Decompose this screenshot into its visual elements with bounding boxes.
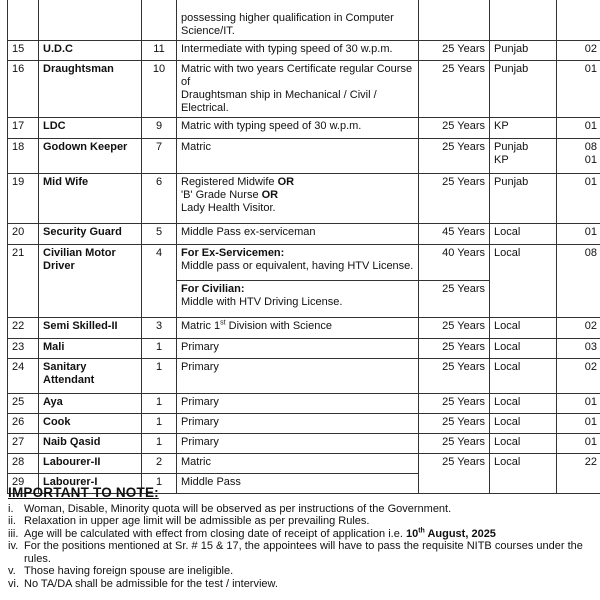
table-row <box>8 245 600 281</box>
serial-number: 15 <box>8 41 39 61</box>
domicile: Punjab KP <box>490 139 557 174</box>
post-name: Naib Qasid <box>39 434 142 454</box>
age-limit: 25 Years <box>419 318 490 339</box>
qualification-cell: Matric <box>177 454 419 474</box>
qualification-cell: Middle Pass <box>177 474 419 494</box>
bps-grade: 2 <box>142 454 177 474</box>
post-count: 01 <box>557 61 600 118</box>
serial-number: 29 <box>8 474 39 494</box>
post-name: Civilian Motor Driver <box>39 245 142 318</box>
post-name: Semi Skilled-II <box>39 318 142 339</box>
qualification-cell: Primary <box>177 394 419 414</box>
table-row <box>8 118 600 139</box>
domicile: Punjab <box>490 174 557 224</box>
note-item: ii. Relaxation in upper age limit will be admissible as per prevailing Rules. <box>8 515 370 527</box>
table-row <box>8 454 600 474</box>
bps-grade: 1 <box>142 414 177 434</box>
age-limit: 25 Years <box>419 339 490 359</box>
post-count: 01 <box>557 414 600 434</box>
table-row <box>8 41 600 61</box>
post-count: 08 <box>557 245 600 318</box>
qualification-cell: Primary <box>177 359 419 394</box>
post-name: Labourer-I <box>39 474 142 494</box>
serial-number: 22 <box>8 318 39 339</box>
bps-grade: 4 <box>142 245 177 318</box>
age-limit: 25 Years <box>419 281 490 318</box>
age-limit: 25 Years <box>419 434 490 454</box>
domicile: Local <box>490 359 557 394</box>
qualification-cell: Matric <box>177 139 419 174</box>
table-row <box>8 339 600 359</box>
qualification-cell: For Civilian: Middle with HTV Driving License. <box>177 281 419 318</box>
bps-grade: 1 <box>142 359 177 394</box>
domicile: Local <box>490 454 557 494</box>
qualification-cell: For Ex-Servicemen: Middle pass or equivalent, having HTV License. <box>177 245 419 281</box>
age-limit: 25 Years <box>419 118 490 139</box>
domicile: Punjab <box>490 41 557 61</box>
post-name: Mid Wife <box>39 174 142 224</box>
qualification-cell: Matric with typing speed of 30 w.p.m. <box>177 118 419 139</box>
bps-grade: 10 <box>142 61 177 118</box>
serial-number: 25 <box>8 394 39 414</box>
table-row <box>8 61 600 118</box>
bps-grade: 9 <box>142 118 177 139</box>
table-row <box>8 434 600 454</box>
age-limit: 45 Years <box>419 224 490 245</box>
bps-grade: 6 <box>142 174 177 224</box>
qualification-cell: Matric with two years Certificate regular Course of Draughtsman ship in Mechanical / Civil / Electrical. <box>177 61 419 118</box>
post-count: 01 <box>557 224 600 245</box>
table-row <box>8 139 600 174</box>
post-count: 01 <box>557 174 600 224</box>
serial-number: 16 <box>8 61 39 118</box>
note-item: iii. Age will be calculated with effect from closing date of receipt of application i.e. 10th August, 2025 <box>8 526 496 540</box>
bps-grade: 1 <box>142 434 177 454</box>
serial-number: 21 <box>8 245 39 318</box>
serial-number: 23 <box>8 339 39 359</box>
post-count: 22 <box>557 454 600 494</box>
qualification-cell: Middle Pass ex-serviceman <box>177 224 419 245</box>
age-limit: 25 Years <box>419 454 490 494</box>
table-row <box>8 318 600 339</box>
post-count: 01 <box>557 394 600 414</box>
qualification-cell: possessing higher qualification in Computer Science/IT. <box>177 0 419 41</box>
post-count: 08 01 <box>557 139 600 174</box>
vacancy-table <box>7 0 600 494</box>
domicile: Local <box>490 224 557 245</box>
bps-grade: 1 <box>142 339 177 359</box>
age-limit: 25 Years <box>419 41 490 61</box>
age-limit: 40 Years <box>419 245 490 281</box>
serial-number: 17 <box>8 118 39 139</box>
post-name: Cook <box>39 414 142 434</box>
domicile: Local <box>490 318 557 339</box>
table-row <box>8 174 600 224</box>
table-row <box>8 0 600 41</box>
serial-number: 27 <box>8 434 39 454</box>
note-item: vi. No TA/DA shall be admissible for the test / interview. <box>8 577 278 590</box>
domicile: Local <box>490 414 557 434</box>
age-limit: 25 Years <box>419 174 490 224</box>
post-count: 01 <box>557 118 600 139</box>
post-count: 02 <box>557 41 600 61</box>
post-count: 02 <box>557 359 600 394</box>
post-name: Aya <box>39 394 142 414</box>
qualification-cell: Matric 1st Division with Science <box>177 318 419 339</box>
bps-grade: 3 <box>142 318 177 339</box>
domicile: Punjab <box>490 61 557 118</box>
table-row <box>8 359 600 394</box>
post-count: 02 <box>557 318 600 339</box>
note-item: iv. For the positions mentioned at Sr. # 15 & 17, the appointees will have to pass the requisite NITB courses under the rules. <box>8 540 583 565</box>
domicile: KP <box>490 118 557 139</box>
serial-number: 24 <box>8 359 39 394</box>
domicile: Local <box>490 394 557 414</box>
qualification-cell: Registered Midwife OR 'B' Grade Nurse OR Lady Health Visitor. <box>177 174 419 224</box>
serial-number: 20 <box>8 224 39 245</box>
qualification-cell: Intermediate with typing speed of 30 w.p.m. <box>177 41 419 61</box>
qualification-cell: Primary <box>177 434 419 454</box>
post-name: LDC <box>39 118 142 139</box>
qualification-cell: Primary <box>177 414 419 434</box>
serial-number: 19 <box>8 174 39 224</box>
table-row <box>8 394 600 414</box>
note-item: i. Woman, Disable, Minority quota will be observed as per instructions of the Government. <box>8 502 452 515</box>
post-name: U.D.C <box>39 41 142 61</box>
post-count: 03 <box>557 339 600 359</box>
post-name: Draughtsman <box>39 61 142 118</box>
note-item: v. Those having foreign spouse are ineligible. <box>8 565 234 577</box>
bps-grade: 1 <box>142 474 177 494</box>
serial-number: 26 <box>8 414 39 434</box>
domicile: Local <box>490 339 557 359</box>
serial-number: 28 <box>8 454 39 474</box>
serial-number: 18 <box>8 139 39 174</box>
post-name: Godown Keeper <box>39 139 142 174</box>
notes-heading: IMPORTANT TO NOTE: <box>8 485 159 500</box>
bps-grade: 7 <box>142 139 177 174</box>
age-limit: 25 Years <box>419 414 490 434</box>
post-name: Sanitary Attendant <box>39 359 142 394</box>
qualification-cell: Primary <box>177 339 419 359</box>
age-limit: 25 Years <box>419 61 490 118</box>
bps-grade: 1 <box>142 394 177 414</box>
post-name: Labourer-II <box>39 454 142 474</box>
table-row <box>8 414 600 434</box>
post-name: Mali <box>39 339 142 359</box>
domicile: Local <box>490 434 557 454</box>
bps-grade: 11 <box>142 41 177 61</box>
post-count: 01 <box>557 434 600 454</box>
post-name: Security Guard <box>39 224 142 245</box>
age-limit: 25 Years <box>419 394 490 414</box>
domicile: Local <box>490 245 557 318</box>
table-row <box>8 224 600 245</box>
bps-grade: 5 <box>142 224 177 245</box>
age-limit: 25 Years <box>419 139 490 174</box>
important-notes <box>8 487 593 590</box>
age-limit: 25 Years <box>419 359 490 394</box>
